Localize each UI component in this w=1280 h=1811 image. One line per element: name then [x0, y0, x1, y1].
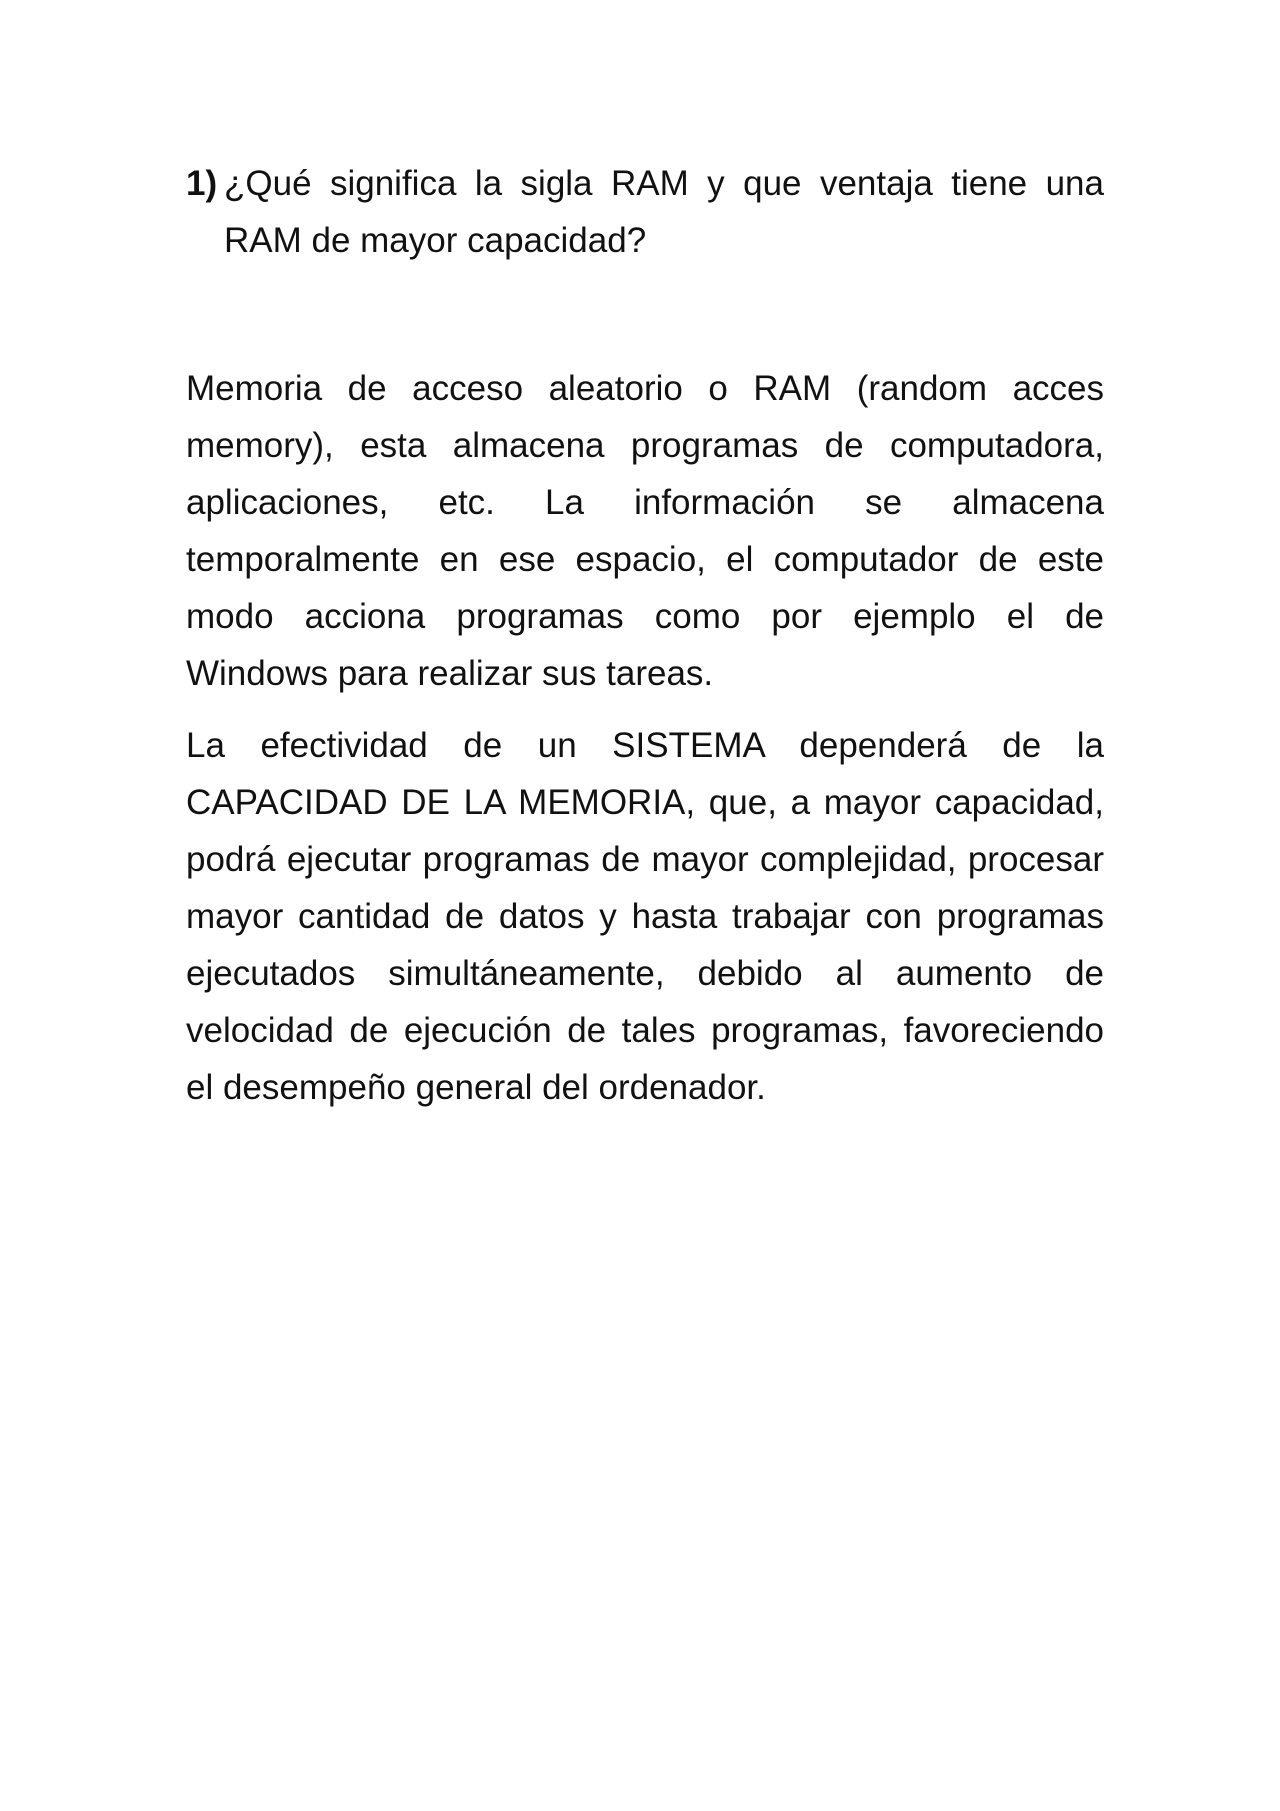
document-body [186, 155, 1104, 1116]
question-text: ¿Qué significa la sigla RAM y que ventaja tiene una RAM de mayor capacidad? [224, 164, 1104, 260]
question-item [186, 155, 1104, 269]
answer-paragraph-2: La efectividad de un SISTEMA dependerá de la CAPACIDAD DE LA MEMORIA, que, a mayor capacidad, podrá ejecutar programas de mayor complejidad, procesar mayor cantidad de datos y hasta trabajar con programas ejecutados simultáneamente, debido al aumento de velocidad de ejecución de tales programas, favoreciendo el desempeño general del ordenador. [186, 726, 1104, 1107]
answer-paragraph-1: Memoria de acceso aleatorio o RAM (random acces memory), esta almacena programas de computadora, aplicaciones, etc. La información se almacena temporalmente en ese espacio, el computador de este modo acciona programas como por ejemplo el de Windows para realizar sus tareas. [186, 369, 1104, 693]
answer-section [186, 360, 1104, 1116]
question-number: 1) [186, 164, 218, 203]
